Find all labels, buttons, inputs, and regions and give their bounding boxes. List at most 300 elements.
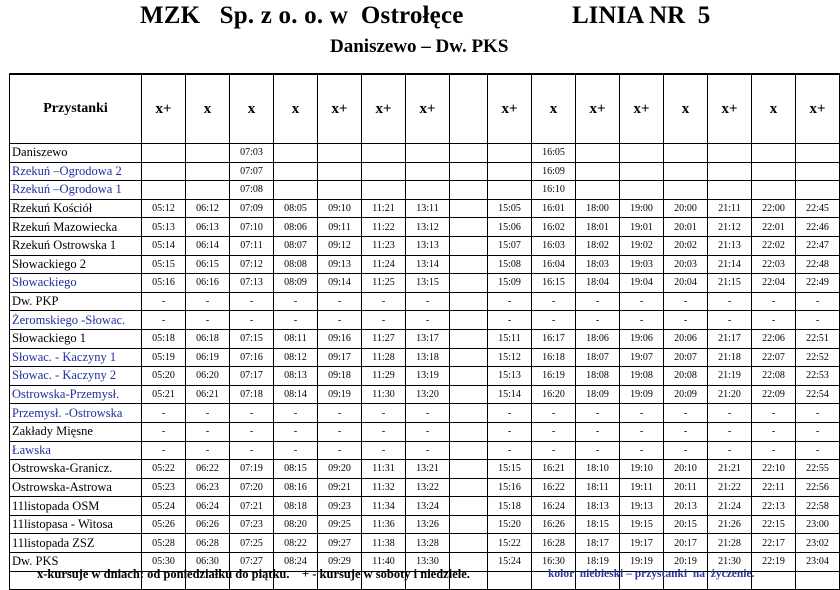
table-row — [10, 441, 840, 460]
departure-time: - — [752, 422, 796, 441]
departure-time: 05:30 — [142, 553, 186, 572]
departure-time — [450, 385, 488, 404]
departure-time — [488, 181, 532, 200]
departure-time: 20:10 — [664, 460, 708, 479]
departure-time: 11:24 — [362, 255, 406, 274]
departure-time: 06:12 — [186, 199, 230, 218]
departure-time: 19:04 — [620, 274, 664, 293]
departure-time: 22:46 — [796, 218, 840, 237]
departure-time: 06:18 — [186, 329, 230, 348]
departure-time: 15:18 — [488, 497, 532, 516]
stop-name: Słowac. - Kaczyny 1 — [10, 348, 142, 367]
departure-time — [186, 144, 230, 163]
departure-time: - — [752, 311, 796, 330]
departure-time: 07:15 — [230, 329, 274, 348]
departure-time — [318, 181, 362, 200]
course-type-header: x — [664, 74, 708, 144]
departure-time: - — [186, 441, 230, 460]
departure-time — [796, 181, 840, 200]
departure-time: 15:07 — [488, 236, 532, 255]
departure-time: 09:12 — [318, 236, 362, 255]
departure-time: - — [362, 292, 406, 311]
departure-time: 15:15 — [488, 460, 532, 479]
departure-time: 22:48 — [796, 255, 840, 274]
departure-time: 06:26 — [186, 515, 230, 534]
departure-time: 22:08 — [752, 367, 796, 386]
departure-time: 18:03 — [576, 255, 620, 274]
departure-time: 18:17 — [576, 534, 620, 553]
departure-time: 20:04 — [664, 274, 708, 293]
course-type-header: x+ — [620, 74, 664, 144]
company-title: MZK Sp. z o. o. w Ostrołęce — [140, 2, 464, 29]
departure-time: 21:15 — [708, 274, 752, 293]
departure-time: 21:30 — [708, 553, 752, 572]
departure-time — [450, 274, 488, 293]
departure-time: 06:30 — [186, 553, 230, 572]
departure-time: 09:10 — [318, 199, 362, 218]
departure-time: 13:20 — [406, 385, 450, 404]
departure-time: 11:27 — [362, 329, 406, 348]
departure-time: 11:30 — [362, 385, 406, 404]
departure-time: 13:17 — [406, 329, 450, 348]
departure-time: 19:17 — [620, 534, 664, 553]
departure-time: 07:16 — [230, 348, 274, 367]
course-type-header: x — [532, 74, 576, 144]
departure-time: 16:24 — [532, 497, 576, 516]
departure-time: 08:22 — [274, 534, 318, 553]
departure-time — [450, 515, 488, 534]
departure-time: 15:20 — [488, 515, 532, 534]
departure-time: 09:27 — [318, 534, 362, 553]
stop-name: Rzekuń Ostrowska 1 — [10, 236, 142, 255]
departure-time: - — [274, 441, 318, 460]
course-type-header: x+ — [488, 74, 532, 144]
departure-time: - — [318, 292, 362, 311]
stop-name: Rzekuń Mazowiecka — [10, 218, 142, 237]
departure-time: 09:16 — [318, 329, 362, 348]
departure-time: 22:19 — [752, 553, 796, 572]
departure-time — [450, 497, 488, 516]
departure-time: 08:11 — [274, 329, 318, 348]
departure-time: 06:28 — [186, 534, 230, 553]
departure-time: 08:18 — [274, 497, 318, 516]
departure-time: 11:32 — [362, 478, 406, 497]
departure-time — [752, 181, 796, 200]
departure-time: 08:05 — [274, 199, 318, 218]
departure-time — [752, 144, 796, 163]
departure-time — [450, 236, 488, 255]
departure-time: - — [230, 292, 274, 311]
departure-time: 08:13 — [274, 367, 318, 386]
departure-time: 07:07 — [230, 162, 274, 181]
departure-time: 22:09 — [752, 385, 796, 404]
departure-time: - — [186, 404, 230, 423]
departure-time: 11:23 — [362, 236, 406, 255]
departure-time: 16:01 — [532, 199, 576, 218]
departure-time: 08:15 — [274, 460, 318, 479]
departure-time: 22:47 — [796, 236, 840, 255]
departure-time — [274, 181, 318, 200]
departure-time: - — [230, 404, 274, 423]
departure-time: 05:12 — [142, 199, 186, 218]
departure-time: 05:23 — [142, 478, 186, 497]
departure-time: 16:15 — [532, 274, 576, 293]
request-stop-note: kolor niebieski – przystanki na życzenie. — [548, 568, 755, 580]
stop-name: Ostrowska-Granicz. — [10, 460, 142, 479]
departure-time: 06:15 — [186, 255, 230, 274]
departure-time — [274, 144, 318, 163]
departure-time: 19:01 — [620, 218, 664, 237]
departure-time: 09:20 — [318, 460, 362, 479]
departure-time: 21:22 — [708, 478, 752, 497]
departure-time: 22:06 — [752, 329, 796, 348]
departure-time: 21:14 — [708, 255, 752, 274]
stop-name: Rzekuń Kościół — [10, 199, 142, 218]
departure-time: 19:09 — [620, 385, 664, 404]
departure-time: 09:29 — [318, 553, 362, 572]
departure-time: 22:52 — [796, 348, 840, 367]
departure-time: - — [274, 404, 318, 423]
course-type-header: x+ — [796, 74, 840, 144]
table-row — [10, 162, 840, 181]
departure-time: - — [142, 404, 186, 423]
departure-time: - — [708, 441, 752, 460]
departure-time — [318, 144, 362, 163]
table-row — [10, 236, 840, 255]
departure-time — [664, 162, 708, 181]
departure-time — [620, 181, 664, 200]
departure-time: - — [576, 441, 620, 460]
departure-time: - — [620, 404, 664, 423]
departure-time: 16:19 — [532, 367, 576, 386]
departure-time: - — [532, 404, 576, 423]
departure-time: 21:12 — [708, 218, 752, 237]
departure-time — [664, 144, 708, 163]
departure-time: 08:07 — [274, 236, 318, 255]
departure-time: - — [406, 422, 450, 441]
departure-time: 22:03 — [752, 255, 796, 274]
departure-time: 19:03 — [620, 255, 664, 274]
departure-time: 07:03 — [230, 144, 274, 163]
departure-time: 11:34 — [362, 497, 406, 516]
departure-time — [620, 144, 664, 163]
departure-time: - — [274, 311, 318, 330]
departure-time: 18:04 — [576, 274, 620, 293]
departure-time: 15:13 — [488, 367, 532, 386]
departure-time: - — [318, 441, 362, 460]
stop-name: Przemysł. -Ostrowska — [10, 404, 142, 423]
departure-time — [142, 181, 186, 200]
route-name: Daniszewo – Dw. PKS — [330, 36, 509, 57]
table-row — [10, 311, 840, 330]
departure-time: 22:11 — [752, 478, 796, 497]
departure-time — [450, 441, 488, 460]
departure-time — [664, 181, 708, 200]
departure-time — [708, 181, 752, 200]
departure-time: 11:40 — [362, 553, 406, 572]
departure-time — [450, 367, 488, 386]
departure-time: 21:24 — [708, 497, 752, 516]
timetable-body — [10, 144, 840, 590]
departure-time: 16:02 — [532, 218, 576, 237]
departure-time — [362, 144, 406, 163]
table-row — [10, 367, 840, 386]
departure-time: 07:13 — [230, 274, 274, 293]
departure-time: 22:55 — [796, 460, 840, 479]
departure-time: 07:25 — [230, 534, 274, 553]
course-type-header — [450, 74, 488, 144]
table-row — [10, 329, 840, 348]
departure-time — [752, 571, 796, 590]
departure-time: 18:15 — [576, 515, 620, 534]
departure-time: 06:21 — [186, 385, 230, 404]
departure-time: 06:23 — [186, 478, 230, 497]
departure-time: 08:08 — [274, 255, 318, 274]
departure-time — [406, 181, 450, 200]
stop-name: Dw. PKP — [10, 292, 142, 311]
departure-time: 09:14 — [318, 274, 362, 293]
course-type-header: x+ — [576, 74, 620, 144]
departure-time: 16:05 — [532, 144, 576, 163]
departure-time: 05:15 — [142, 255, 186, 274]
departure-time: - — [532, 441, 576, 460]
stop-name: 11listopada ZSZ — [10, 534, 142, 553]
departure-time: 06:19 — [186, 348, 230, 367]
departure-time — [450, 162, 488, 181]
departure-time: 19:08 — [620, 367, 664, 386]
departure-time: - — [796, 404, 840, 423]
departure-time: 20:08 — [664, 367, 708, 386]
table-row — [10, 478, 840, 497]
departure-time: 21:28 — [708, 534, 752, 553]
departure-time: 22:53 — [796, 367, 840, 386]
departure-time: 15:24 — [488, 553, 532, 572]
departure-time — [450, 422, 488, 441]
departure-time: - — [532, 422, 576, 441]
departure-time: 21:21 — [708, 460, 752, 479]
departure-time: 05:13 — [142, 218, 186, 237]
departure-time: 07:12 — [230, 255, 274, 274]
departure-time — [450, 329, 488, 348]
departure-time: 20:02 — [664, 236, 708, 255]
departure-time: 15:14 — [488, 385, 532, 404]
departure-time: 09:21 — [318, 478, 362, 497]
departure-time: - — [796, 292, 840, 311]
departure-time: 22:04 — [752, 274, 796, 293]
table-row — [10, 348, 840, 367]
departure-time — [450, 292, 488, 311]
departure-time: 23:00 — [796, 515, 840, 534]
departure-time: 22:01 — [752, 218, 796, 237]
departure-time: - — [708, 422, 752, 441]
course-type-header: x — [186, 74, 230, 144]
departure-time: 05:28 — [142, 534, 186, 553]
departure-time: 05:19 — [142, 348, 186, 367]
stop-name: Słowackiego 1 — [10, 329, 142, 348]
departure-time: - — [796, 441, 840, 460]
departure-time: 22:10 — [752, 460, 796, 479]
departure-time: - — [532, 311, 576, 330]
departure-time: 16:18 — [532, 348, 576, 367]
departure-time — [142, 144, 186, 163]
departure-time: - — [362, 311, 406, 330]
departure-time: - — [488, 422, 532, 441]
departure-time: 07:09 — [230, 199, 274, 218]
departure-time: - — [318, 404, 362, 423]
departure-time: 16:28 — [532, 534, 576, 553]
departure-time: 06:24 — [186, 497, 230, 516]
departure-time: - — [752, 292, 796, 311]
stop-name: Ostrowska-Astrowa — [10, 478, 142, 497]
timetable-header-row — [10, 74, 840, 144]
departure-time: 18:08 — [576, 367, 620, 386]
departure-time — [186, 181, 230, 200]
stop-name: Słowackiego — [10, 274, 142, 293]
departure-time: 07:27 — [230, 553, 274, 572]
timetable — [9, 73, 840, 590]
departure-time: 20:00 — [664, 199, 708, 218]
departure-time: 22:49 — [796, 274, 840, 293]
departure-time: 15:08 — [488, 255, 532, 274]
departure-time: 18:02 — [576, 236, 620, 255]
course-type-header: x — [274, 74, 318, 144]
course-type-header: x — [752, 74, 796, 144]
departure-time: 08:24 — [274, 553, 318, 572]
course-type-header: x+ — [318, 74, 362, 144]
departure-time: - — [406, 292, 450, 311]
table-row — [10, 274, 840, 293]
departure-time: 05:22 — [142, 460, 186, 479]
departure-time: - — [664, 441, 708, 460]
departure-time: 19:13 — [620, 497, 664, 516]
departure-time — [708, 162, 752, 181]
departure-time: 06:14 — [186, 236, 230, 255]
departure-time: - — [488, 404, 532, 423]
stop-name: 11listopada OSM — [10, 497, 142, 516]
departure-time: 21:26 — [708, 515, 752, 534]
departure-time: - — [186, 292, 230, 311]
departure-time: 20:19 — [664, 553, 708, 572]
departure-time: - — [664, 311, 708, 330]
departure-time: 21:11 — [708, 199, 752, 218]
table-row — [10, 515, 840, 534]
departure-time: 13:11 — [406, 199, 450, 218]
departure-time — [450, 199, 488, 218]
departure-time: 19:02 — [620, 236, 664, 255]
departure-time: 09:17 — [318, 348, 362, 367]
stop-name: Ostrowska-Przemysł. — [10, 385, 142, 404]
departure-time: 22:51 — [796, 329, 840, 348]
stop-name: Słowac. - Kaczyny 2 — [10, 367, 142, 386]
departure-time — [450, 144, 488, 163]
departure-time: 11:21 — [362, 199, 406, 218]
departure-time: - — [318, 422, 362, 441]
departure-time: 07:17 — [230, 367, 274, 386]
departure-time: - — [620, 311, 664, 330]
departure-time: 18:10 — [576, 460, 620, 479]
departure-time: 13:12 — [406, 218, 450, 237]
stop-name: 11listopasa - Witosa — [10, 515, 142, 534]
departure-time: - — [186, 311, 230, 330]
departure-time: 20:13 — [664, 497, 708, 516]
departure-time — [406, 162, 450, 181]
departure-time: 11:22 — [362, 218, 406, 237]
departure-time: 20:07 — [664, 348, 708, 367]
departure-time — [708, 144, 752, 163]
departure-time: 08:12 — [274, 348, 318, 367]
departure-time: 07:10 — [230, 218, 274, 237]
departure-time: 22:02 — [752, 236, 796, 255]
departure-time: 15:06 — [488, 218, 532, 237]
departure-time: - — [796, 311, 840, 330]
departure-time: 18:06 — [576, 329, 620, 348]
departure-time: 19:19 — [620, 553, 664, 572]
departure-time: 08:14 — [274, 385, 318, 404]
departure-time: 18:19 — [576, 553, 620, 572]
departure-time: - — [362, 422, 406, 441]
departure-time: 11:28 — [362, 348, 406, 367]
departure-time: 16:09 — [532, 162, 576, 181]
departure-time: 22:00 — [752, 199, 796, 218]
departure-time: - — [142, 311, 186, 330]
departure-time: 16:30 — [532, 553, 576, 572]
departure-time: - — [406, 311, 450, 330]
departure-time — [450, 311, 488, 330]
departure-time: - — [488, 311, 532, 330]
departure-time — [488, 144, 532, 163]
departure-time: - — [752, 441, 796, 460]
departure-time: - — [142, 292, 186, 311]
departure-time: 16:22 — [532, 478, 576, 497]
departure-time — [274, 162, 318, 181]
stops-header: Przystanki — [10, 74, 142, 144]
departure-time: 19:15 — [620, 515, 664, 534]
departure-time: 16:04 — [532, 255, 576, 274]
departure-time — [318, 162, 362, 181]
departure-time — [796, 162, 840, 181]
departure-time: 23:04 — [796, 553, 840, 572]
departure-time: - — [576, 292, 620, 311]
departure-time: 13:14 — [406, 255, 450, 274]
departure-time: 18:13 — [576, 497, 620, 516]
departure-time: 07:19 — [230, 460, 274, 479]
departure-time: 22:17 — [752, 534, 796, 553]
departure-time: 07:20 — [230, 478, 274, 497]
departure-time: 07:18 — [230, 385, 274, 404]
departure-time — [620, 162, 664, 181]
departure-time — [576, 144, 620, 163]
table-row — [10, 255, 840, 274]
course-type-header: x+ — [362, 74, 406, 144]
departure-time: 13:28 — [406, 534, 450, 553]
departure-time: 20:09 — [664, 385, 708, 404]
departure-time: 05:26 — [142, 515, 186, 534]
table-row — [10, 497, 840, 516]
departure-time — [796, 144, 840, 163]
departure-time: - — [142, 441, 186, 460]
departure-time: 16:10 — [532, 181, 576, 200]
departure-time: 16:21 — [532, 460, 576, 479]
departure-time — [576, 162, 620, 181]
departure-time: 18:07 — [576, 348, 620, 367]
departure-time: - — [406, 441, 450, 460]
departure-time: - — [708, 404, 752, 423]
course-type-header: x — [230, 74, 274, 144]
departure-time: 06:20 — [186, 367, 230, 386]
departure-time: 13:21 — [406, 460, 450, 479]
departure-time: 09:18 — [318, 367, 362, 386]
departure-time: 16:20 — [532, 385, 576, 404]
